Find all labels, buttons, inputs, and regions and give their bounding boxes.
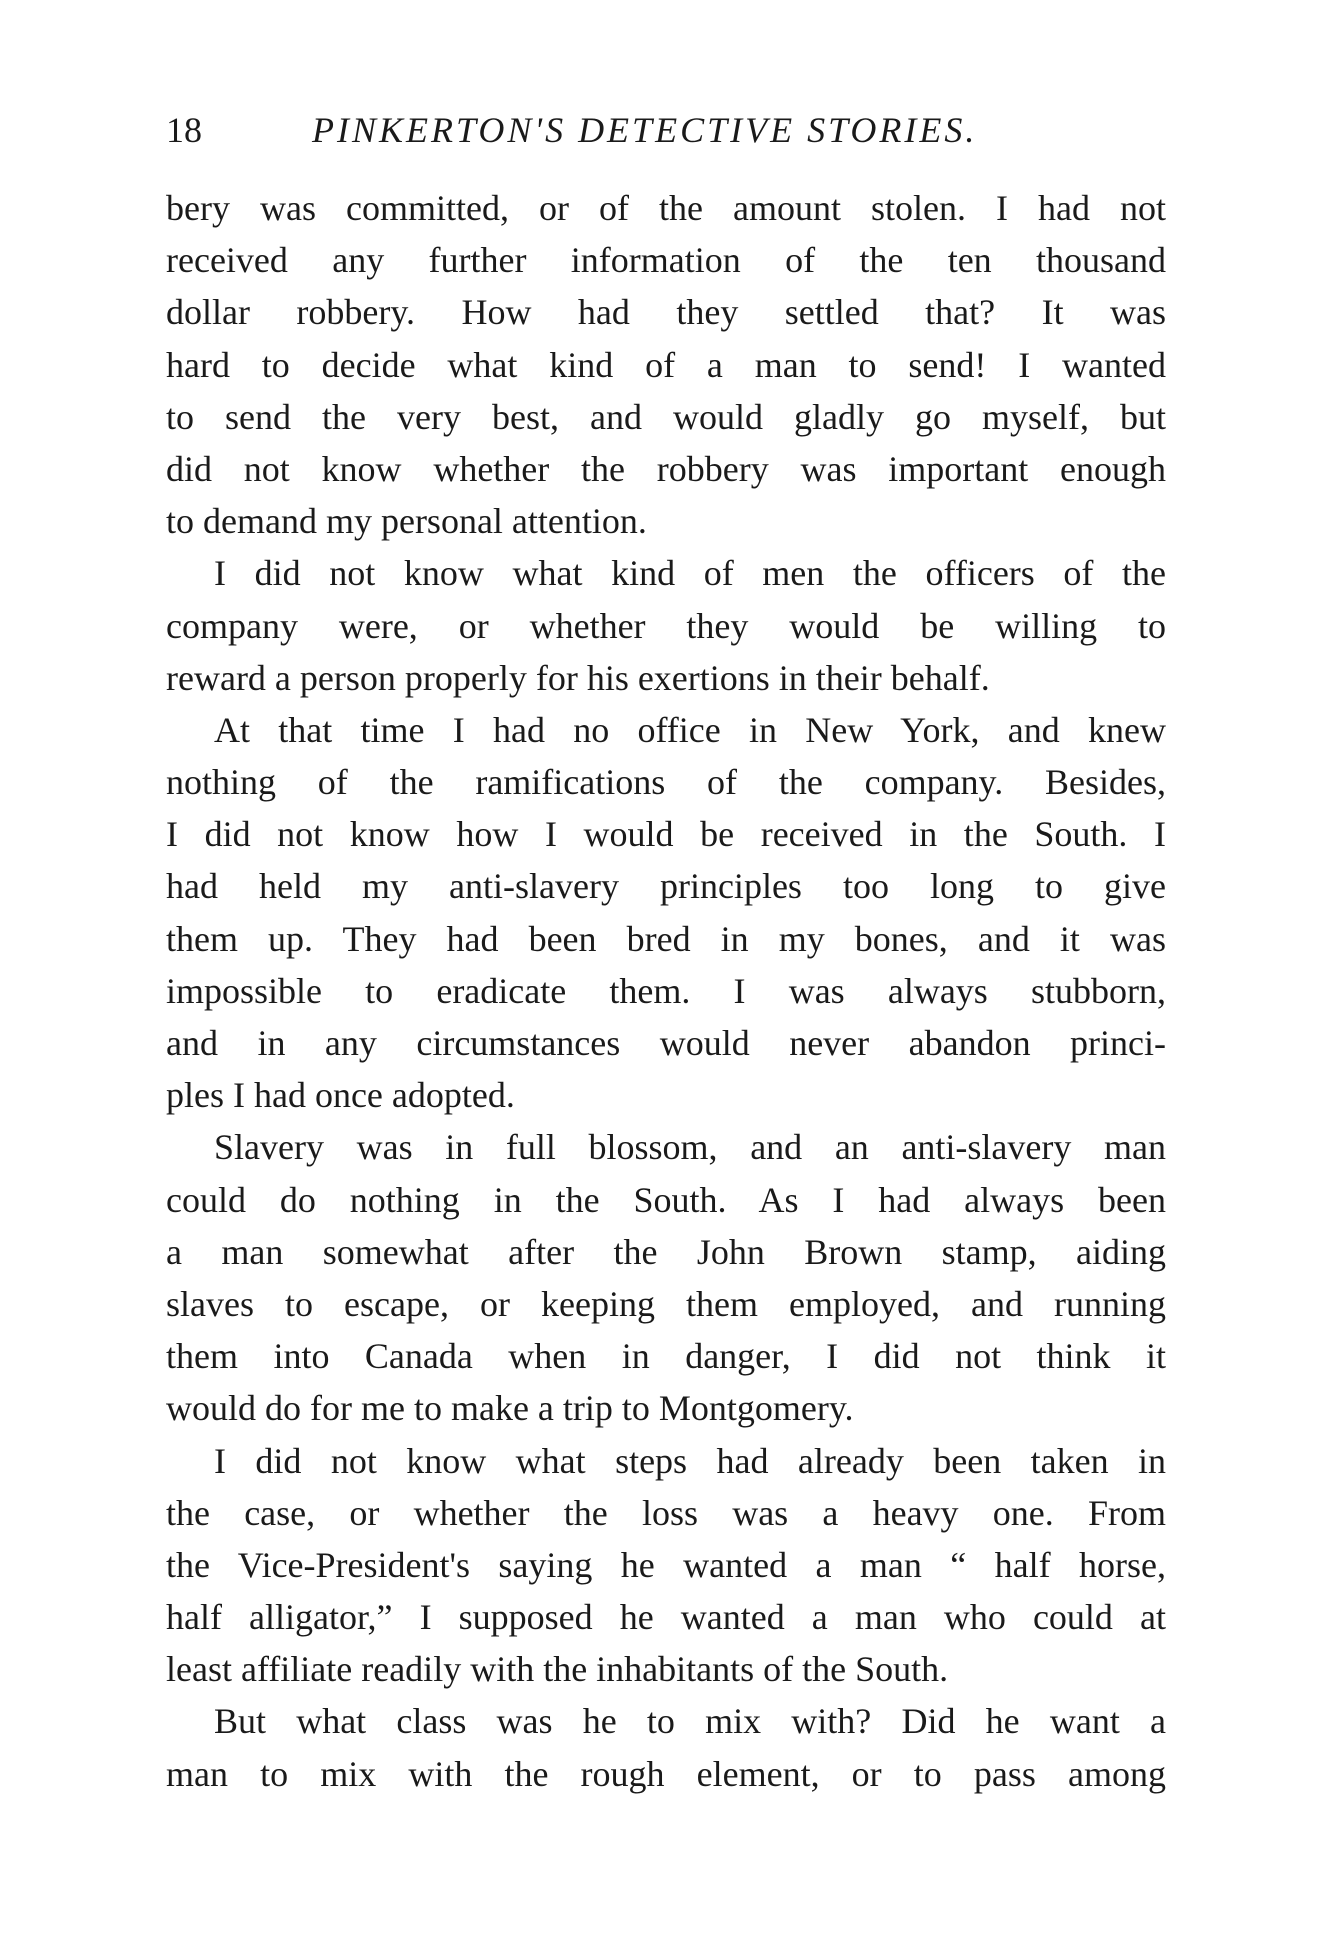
text-line: bery was committed, or of the amount stolen. I had not — [166, 188, 1166, 228]
text-line: impossible to eradicate them. I was always stubborn, — [166, 970, 1166, 1011]
text-line: But what class was he to mix with? Did he want a — [214, 1701, 1166, 1742]
text-line: slaves to escape, or keeping them employed, and running — [166, 1283, 1166, 1324]
running-title: PINKERTON'S DETECTIVE STORIES. — [312, 110, 978, 150]
text-line: the Vice-President's saying he wanted a man “ half horse, — [166, 1544, 1166, 1585]
text-line: half alligator,” I supposed he wanted a man who could at — [166, 1597, 1166, 1638]
text-line: I did not know what steps had already been taken in — [214, 1440, 1166, 1481]
text-line: them up. They had been bred in my bones, and it was — [166, 918, 1166, 959]
text-line: I did not know what kind of men the officers of the — [214, 553, 1166, 594]
text-line: man to mix with the rough element, or to pass among — [166, 1753, 1166, 1794]
text-line: dollar robbery. How had they settled that? It was — [166, 292, 1166, 333]
text-line: ples I had once adopted. — [166, 1075, 515, 1116]
page-number: 18 — [166, 110, 202, 150]
text-line: least affiliate readily with the inhabitants of the South. — [166, 1649, 949, 1690]
text-line: did not know whether the robbery was important enough — [166, 448, 1166, 489]
text-line: had held my anti-slavery principles too long to give — [166, 866, 1166, 907]
text-line: and in any circumstances would never abandon princi- — [166, 1023, 1166, 1063]
text-line: At that time I had no office in New York, and knew — [214, 709, 1166, 750]
text-line: could do nothing in the South. As I had always been — [166, 1179, 1166, 1220]
text-line: a man somewhat after the John Brown stamp, aiding — [166, 1231, 1166, 1272]
text-line: company were, or whether they would be willing to — [166, 605, 1166, 646]
text-line: the case, or whether the loss was a heavy one. From — [166, 1492, 1166, 1533]
text-line: Slavery was in full blossom, and an anti-slavery man — [214, 1127, 1166, 1168]
text-line: them into Canada when in danger, I did not think it — [166, 1336, 1166, 1377]
running-head — [166, 100, 1166, 160]
text-line: to demand my personal attention. — [166, 501, 647, 542]
text-line: to send the very best, and would gladly go myself, but — [166, 396, 1166, 437]
text-line: I did not know how I would be received in the South. I — [166, 814, 1166, 855]
text-line: received any further information of the ten thousand — [166, 240, 1166, 281]
text-line: nothing of the ramifications of the company. Besides, — [166, 762, 1166, 803]
body-text — [166, 182, 1166, 1800]
text-line: hard to decide what kind of a man to send! I wanted — [166, 344, 1166, 385]
text-line: reward a person properly for his exertions in their behalf. — [166, 657, 990, 698]
text-line: would do for me to make a trip to Montgomery. — [166, 1388, 854, 1429]
